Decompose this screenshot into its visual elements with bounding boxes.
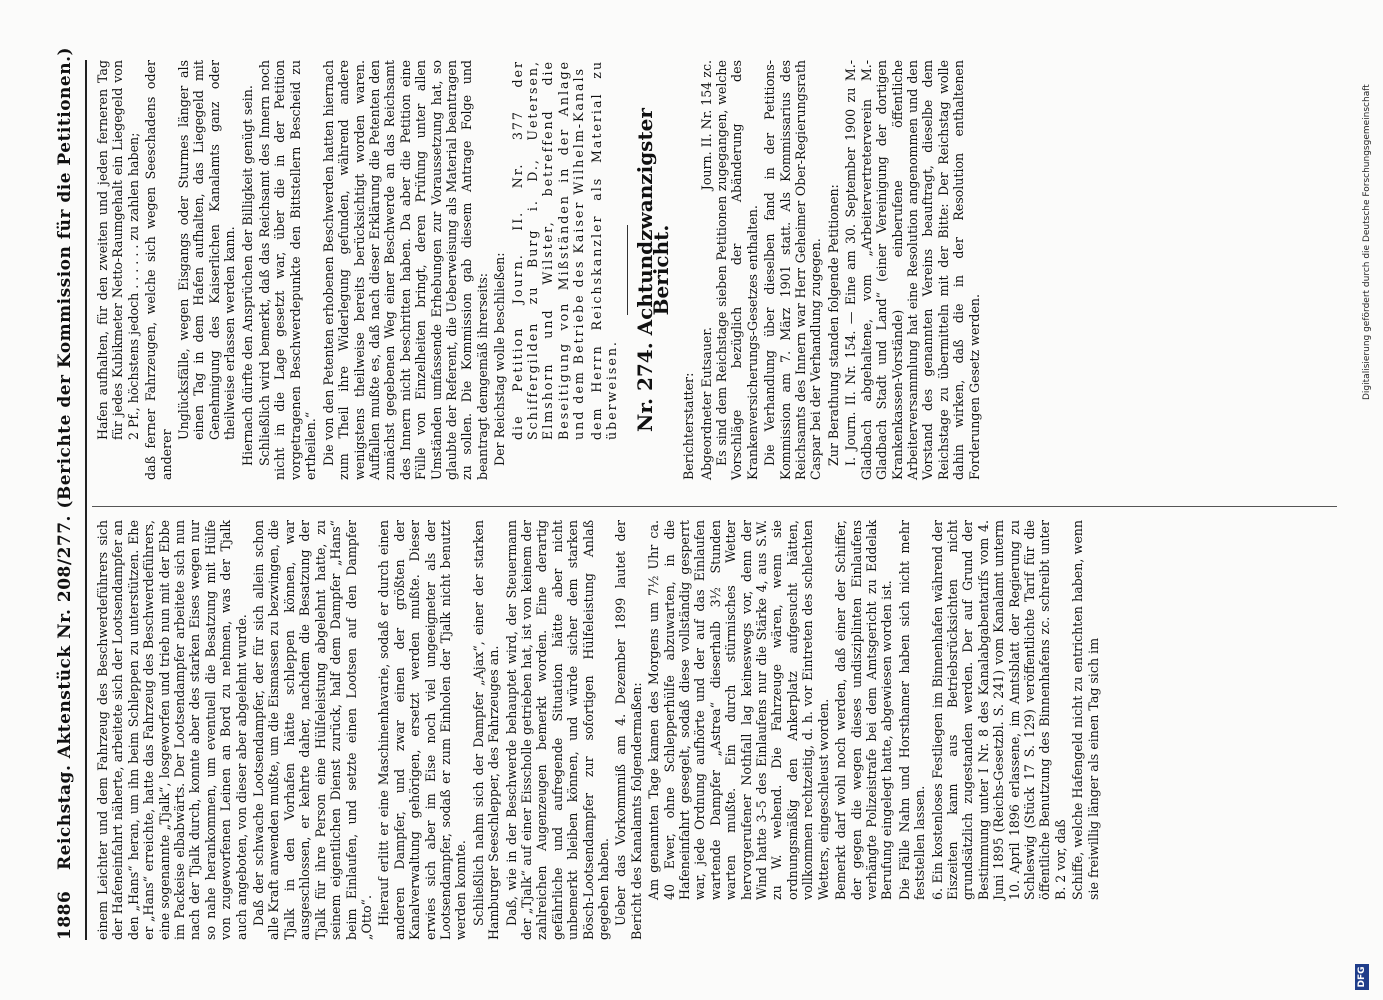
- paragraph: Hafen aufhalten, für den zweiten und jeden ferneren Tag für jedes Kubikmeter Netto-Raumgehalt ein Liegegeld von 2 Pf., höchstens jedoch . . . . . . zu zahlen haben;: [95, 60, 141, 440]
- paragraph: Daß, wie in der Beschwerde behauptet wird, der Steuermann der „Tjalk“ auf einer Eisscholle getrieben hat, ist von keinem der zahlreichen Augenzeugen bemerkt worden. Eine derartig gefährliche und aufregende Situation hätte aber nicht unbemerkt bleiben können, und würde sicher dem starken Bösch-Lootsendampfer zur sofortigen Hülfeleistung Anlaß gegeben haben.: [503, 520, 611, 940]
- paragraph: Hiernach dürfte den Ansprüchen der Billigkeit genügt sein.: [239, 85, 255, 466]
- right-column: [95, 60, 984, 480]
- left-column: [95, 520, 1103, 940]
- quoted-report: Die Fälle Nahn und Horsthamer haben sich nicht mehr feststellen lassen.: [896, 520, 928, 900]
- quoted-report: Am genannten Tage kamen des Morgens um 7½ Uhr ca. 40 Ewer, ohne Schlepperhülfe abzuwarten, in die Hafeneinfahrt gesegelt, sodaß diese vollständig gesperrt war, jede Ordnung aufhörte und der auf das Einlaufen wartende Dampfer „Astrea“ dieserhalb 3½ Stunden warten mußte. Ein durch stürmisches Wetter hervorgerufener Nothfall lag keineswegs vor, denn der Wind hatte 3–5 des Einlaufens nur die Stärke 4, aus S.W. zu W. wehend. Die Fahrzeuge wären, wenn sie ordnungsmäßig den Ankerplatz aufgesucht hätten, vollkommen rechtzeitig, d. h. vor Eintreten des schlechten Wetters, eingeschleust worden.: [646, 520, 831, 900]
- dfg-logo: DFG: [1355, 964, 1369, 990]
- page-header: [55, 46, 85, 940]
- column-divider: [92, 506, 1337, 507]
- paragraph: Schließlich wird bemerkt, daß das Reichsamt des Innern noch nicht in die Lage gesetzt war, über die in der Petition vorgetragenen Beschwerdepunkte den Bittstellern Bescheid zu ertheilen.“: [257, 60, 319, 480]
- separator: [627, 225, 628, 315]
- paragraph: Die von den Petenten erhobenen Beschwerden hatten hiernach zum Theil ihre Widerlegung gefunden, während andere wenigstens theilweise bereits berücksichtigt worden waren. Auffallen mußte es, daß nach dieser Erklärung die Petenten den zunächst gegebenen Weg einer Beschwerde an das Reichsamt des Innern nicht beschritten haben. Da aber die Petition eine Fülle von Einzelheiten bringt, deren Prüfung unter allen Umständen umfassende Erhebungen zur Voraussetzung hat, so glaubte der Referent, die Ueberweisung als Material beantragen zu sollen. Die Kommission gab diesem Antrage Folge und beantragt demgemäß ihrerseits:: [320, 60, 490, 480]
- journal-reference: Journ. II. Nr. 154 zc.: [698, 60, 714, 191]
- paragraph: I. Journ. II. Nr. 154. — Eine am 30. September 1900 zu M.-Gladbach abgehaltene, vom „Arbeitervertreterverein M.-Gladbach Stadt und Land“ (einer Vereinigung der dortigen Krankenkassen-Vorstände) einberufene öffentliche Arbeiterversammlung hat eine Resolution angenommen und den Vorstand des genannten Vereins beauftragt, dieselbe dem Reichstage zu übermitteln mit der Bitte: Der Reichstag wolle dahin wirken, daß die in der Resolution enthaltenen Forderungen Gesetz werden.: [843, 60, 982, 480]
- quoted-report: Schiffe, welche Hafengeld nicht zu entrichten haben, wenn sie freiwillig länger als einen Tag sich im: [1070, 520, 1101, 900]
- quoted-report: Bemerkt darf wohl noch werden, daß einer der Schiffer, der gegen die wegen dieses undisziplinten Einlaufens verhängte Polizeistrafe bei dem Amtsgericht zu Eddelak Berufung eingelegt hatte, abgewiesen worden ist.: [833, 520, 895, 900]
- digitization-note: Digitalisierung gefördert durch die Deutsche Forschungsgemeinschaft: [1362, 84, 1372, 400]
- paragraph: einem Leichter und dem Fahrzeug des Beschwerdeführers sich der Hafeneinfahrt näherte, arbeitete sich der Lootsendampfer an den „Hans“ heran, um ihn beim Schleppen zu unterstützen. Ehe er „Hans“ erreichte, hatte das Fahrzeug des Beschwerdeführers, eine sogenannte „Tjalk“, losgeworfen und trieb nun mit der Ebbe im Packeise elbabwärts. Der Lootsendampfer arbeitete sich nun nach der Tjalk durch, konnte aber des starken Eises wegen nur so nahe herankommen, um eventuell die Besatzung mit Hülfe von zugeworfenen Leinen an Bord zu nehmen, was der Tjalk auch angeboten, von dieser aber abgelehnt wurde.: [95, 520, 249, 940]
- reporter-row: [699, 60, 714, 480]
- quoted-report: 6. Ein kostenloses Festliegen im Binnenhafen während der Eiszeiten kann aus Betriebsrücksichten nicht grundsätzlich zugestanden werden. Der auf Grund der Bestimmung unter I Nr. 8 des Kanalabgabentarifs vom 4. Juni 1895 (Reichs-Gesetzbl. S. 241) vom Kanalamt unterm 10. April 1896 erlassene, im Amtsblatt der Regierung zu Schleswig (Stück 17 S. 129) veröffentlichte Tarif für die öffentliche Benutzung des Binnenhafens zc. schreibt unter B. 2 vor, daß: [929, 520, 1068, 900]
- paragraph: Unglücksfälle, wegen Eisgangs oder Sturmes länger als einen Tag in dem Hafen aufhalten, das Liegegeld mit Genehmigung des Kaiserlichen Kanalamts ganz oder theilweise erlassen werden kann.: [176, 60, 238, 440]
- header-title: Reichstag. Aktenstück Nr. 208/277. (Berichte der Kommission für die Petitionen.): [55, 46, 75, 870]
- paragraph: Ueber das Vorkommniß am 4. Dezember 1899 lautet der Bericht des Kanalamts folgendermaßen:: [613, 520, 644, 940]
- paragraph: Zur Berathung standen folgende Petitionen:: [825, 184, 841, 466]
- header-rule: [85, 60, 87, 940]
- paragraph: Der Reichstag wolle beschließen:: [492, 252, 508, 466]
- paragraph: Schließlich nahm sich der Dampfer „Ajax“, einer der starken Hamburger Seeschlepper, des Fahrzeuges an.: [470, 520, 502, 940]
- resolution-text: die Petition Journ. II. Nr. 377 der Schiffergilden zu Burg i. D., Uetersen, Elmshorn und Wilster, betreffend die Beseitigung von Mißständen in der Anlage und dem Betriebe des Kaiser Wilhelm-Kanals: [509, 60, 587, 440]
- resolution-text: dem Herrn Reichskanzler als Material zu überweisen.: [588, 60, 619, 440]
- paragraph: Die Verhandlung über dieselben fand in der Petitions-Kommission am 7. März 1901 statt. Als Kommissarius des Reichsamts des Innern war Herr Geheimer Ober-Regierungsrath Caspar bei der Verhandlung zugegen.: [762, 60, 824, 480]
- report-heading: Nr. 274. Achtundzwanzigster Bericht.: [633, 108, 673, 432]
- page-number: 1886: [55, 890, 75, 940]
- paragraph: Daß der schwache Lootsendampfer, der für sich allein schon alle Kraft anwenden mußte, um die Eismassen zu bezwingen, die Tjalk in den Vorhafen hätte schleppen können, war ausgeschlossen, er kehrte daher, nachdem die Besatzung der Tjalk für ihre Person eine Hülfeleistung abgelehnt hatte, zu seinem eigentlichen Dienst zurück, half dem Dampfer „Hans“ beim Einlaufen, und setzte einen Lootsen auf den Dampfer „Otto“.: [251, 520, 374, 940]
- reporter-name: Abgeordneter Eutsauer.: [698, 327, 714, 480]
- paragraph: daß ferner Fahrzeugen, welche sich wegen Seeschadens oder anderer: [143, 60, 174, 480]
- reporter-label: Berichterstatter:: [681, 372, 697, 480]
- paragraph: Hierauf erlitt er eine Maschinenhavarie, sodaß er durch einen anderen Dampfer, und zwar einen der größten der Kanalverwaltung gehörigen, ersetzt werden mußte. Dieser erwies sich aber im Eise noch viel ungeeigneter als der Lootsendampfer, sodaß er zum Einholen der Tjalk nicht benutzt werden konnte.: [376, 520, 469, 940]
- paragraph: Es sind dem Reichstage sieben Petitionen zugegangen, welche Vorschläge bezüglich der Abänderung des Krankenversicherungs-Gesetzes enthalten.: [714, 60, 760, 480]
